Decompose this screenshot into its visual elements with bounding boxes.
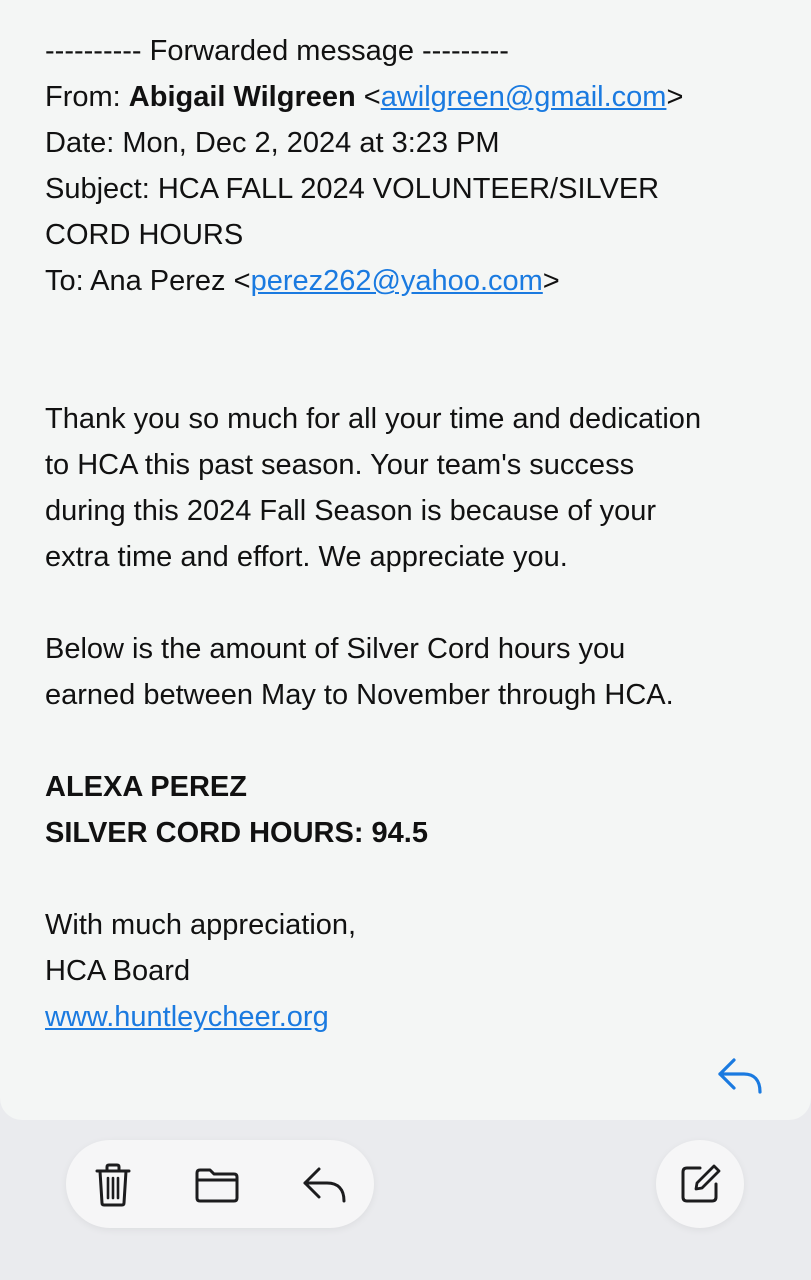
paragraph-1-line-2: to HCA this past season. Your team's success: [45, 449, 635, 481]
date-line: Date: Mon, Dec 2, 2024 at 3:23 PM: [45, 127, 500, 159]
to-gt: >: [542, 265, 560, 297]
forwarded-header: ---------- Forwarded message ---------: [45, 35, 509, 67]
paragraph-2-line-1: Below is the amount of Silver Cord hours you: [45, 633, 626, 665]
paragraph-1-line-3: during this 2024 Fall Season is because of your: [45, 495, 656, 527]
from-line: [45, 74, 785, 120]
paragraph-2-line-2: earned between May to November through HCA.: [45, 679, 674, 711]
reply-icon: [301, 1164, 349, 1206]
trash-icon: [93, 1162, 133, 1208]
compose-button[interactable]: [656, 1140, 744, 1228]
paragraph-1-line-1: Thank you so much for all your time and dedication: [45, 403, 702, 435]
reply-button[interactable]: [300, 1160, 350, 1210]
subject-line-2: CORD HOURS: [45, 219, 244, 251]
from-label: From:: [45, 81, 129, 113]
delete-button[interactable]: [88, 1160, 138, 1210]
sender-name: Abigail Wilgreen: [128, 81, 356, 113]
recipient-email-link[interactable]: perez262@yahoo.com: [250, 265, 543, 297]
email-body: [45, 28, 785, 1040]
move-to-folder-button[interactable]: [192, 1160, 242, 1210]
reply-arrow-icon: [716, 1054, 766, 1098]
to-label: To: Ana Perez <: [45, 265, 251, 297]
closing-line: With much appreciation,: [45, 909, 357, 941]
inline-reply-button[interactable]: [716, 1054, 766, 1098]
sender-email-link[interactable]: awilgreen@gmail.com: [380, 81, 667, 113]
signature: HCA Board: [45, 955, 191, 987]
compose-icon: [678, 1162, 722, 1206]
student-name: ALEXA PEREZ: [45, 771, 247, 803]
paragraph-1-line-4: extra time and effort. We appreciate you.: [45, 541, 568, 573]
folder-icon: [193, 1165, 241, 1205]
from-lt: <: [355, 81, 381, 113]
subject-line-1: Subject: HCA FALL 2024 VOLUNTEER/SILVER: [45, 173, 660, 205]
from-gt: >: [666, 81, 684, 113]
silver-cord-hours: SILVER CORD HOURS: 94.5: [45, 817, 428, 849]
website-link[interactable]: www.huntleycheer.org: [45, 1001, 329, 1033]
to-line: [45, 258, 785, 304]
